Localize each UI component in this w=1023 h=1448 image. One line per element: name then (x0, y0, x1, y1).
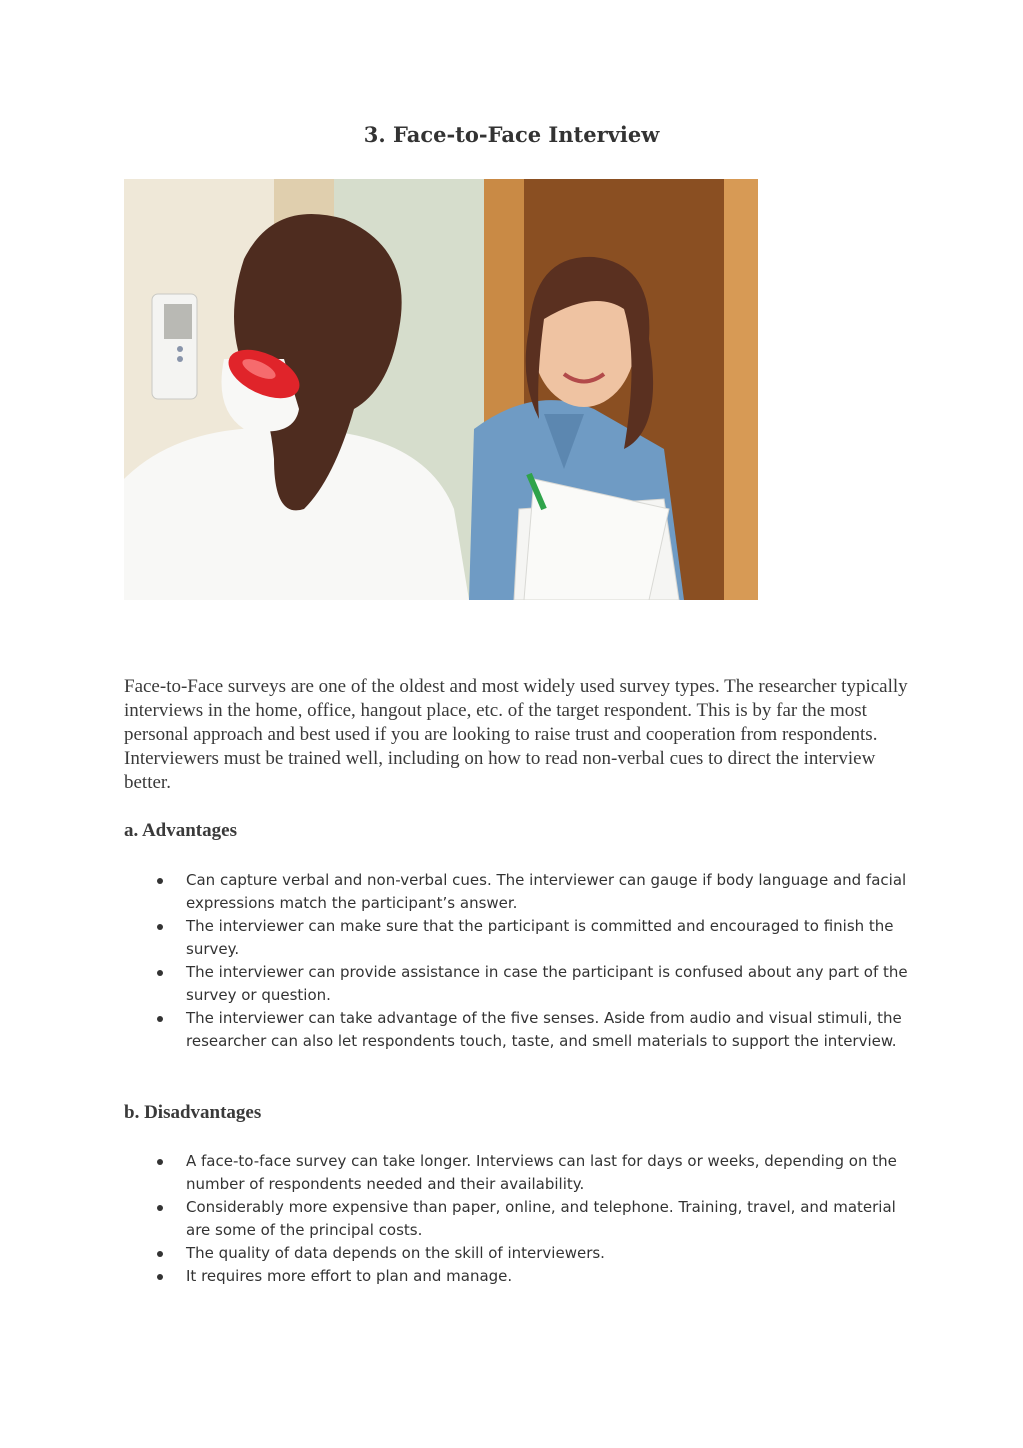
list-item (124, 961, 914, 1007)
list-item-text: It requires more effort to plan and manage. (186, 1267, 513, 1285)
bullet-icon (157, 878, 163, 884)
list-item (124, 1265, 914, 1288)
list-item-text: The interviewer can make sure that the participant is committed and encouraged to finish the survey. (186, 917, 894, 958)
bullet-icon (157, 1159, 163, 1165)
list-item (124, 869, 914, 915)
list-item-text: The interviewer can take advantage of the five senses. Aside from audio and visual stimuli, the researcher can also let respondents touch, taste, and smell materials to support the interview. (186, 1009, 902, 1050)
advantages-list (124, 869, 914, 1053)
list-item (124, 1196, 914, 1242)
list-item (124, 1007, 914, 1053)
page-title: 3. Face-to-Face Interview (363, 122, 660, 147)
list-item-text: A face-to-face survey can take longer. Interviews can last for days or weeks, depending on the number of respondents needed and their availability. (186, 1152, 897, 1193)
list-item-text: Can capture verbal and non-verbal cues. The interviewer can gauge if body language and facial expressions match the participant’s answer. (186, 871, 907, 912)
list-item (124, 1242, 914, 1265)
interview-photo (124, 179, 758, 600)
disadvantages-heading: b. Disadvantages (124, 1102, 262, 1123)
bullet-icon (157, 1016, 163, 1022)
intro-paragraph: Face-to-Face surveys are one of the oldest and most widely used survey types. The researcher typically interviews in the home, office, hangout place, etc. of the target respondent. This is by far the most personal approach and best used if you are looking to raise trust and cooperation from respondents. Interviewers must be trained well, including on how to read non-verbal cues to direct the interview better. (124, 676, 908, 793)
list-item (124, 1150, 914, 1196)
list-item-text: Considerably more expensive than paper, online, and telephone. Training, travel, and material are some of the principal costs. (186, 1198, 896, 1239)
list-item-text: The interviewer can provide assistance in case the participant is confused about any part of the survey or question. (186, 963, 908, 1004)
bullet-icon (157, 924, 163, 930)
bullet-icon (157, 1251, 163, 1257)
bullet-icon (157, 1274, 163, 1280)
list-item (124, 915, 914, 961)
disadvantages-list (124, 1150, 914, 1288)
list-item-text: The quality of data depends on the skill of interviewers. (186, 1244, 605, 1262)
bullet-icon (157, 1205, 163, 1211)
bullet-icon (157, 970, 163, 976)
advantages-heading: a. Advantages (124, 820, 237, 841)
